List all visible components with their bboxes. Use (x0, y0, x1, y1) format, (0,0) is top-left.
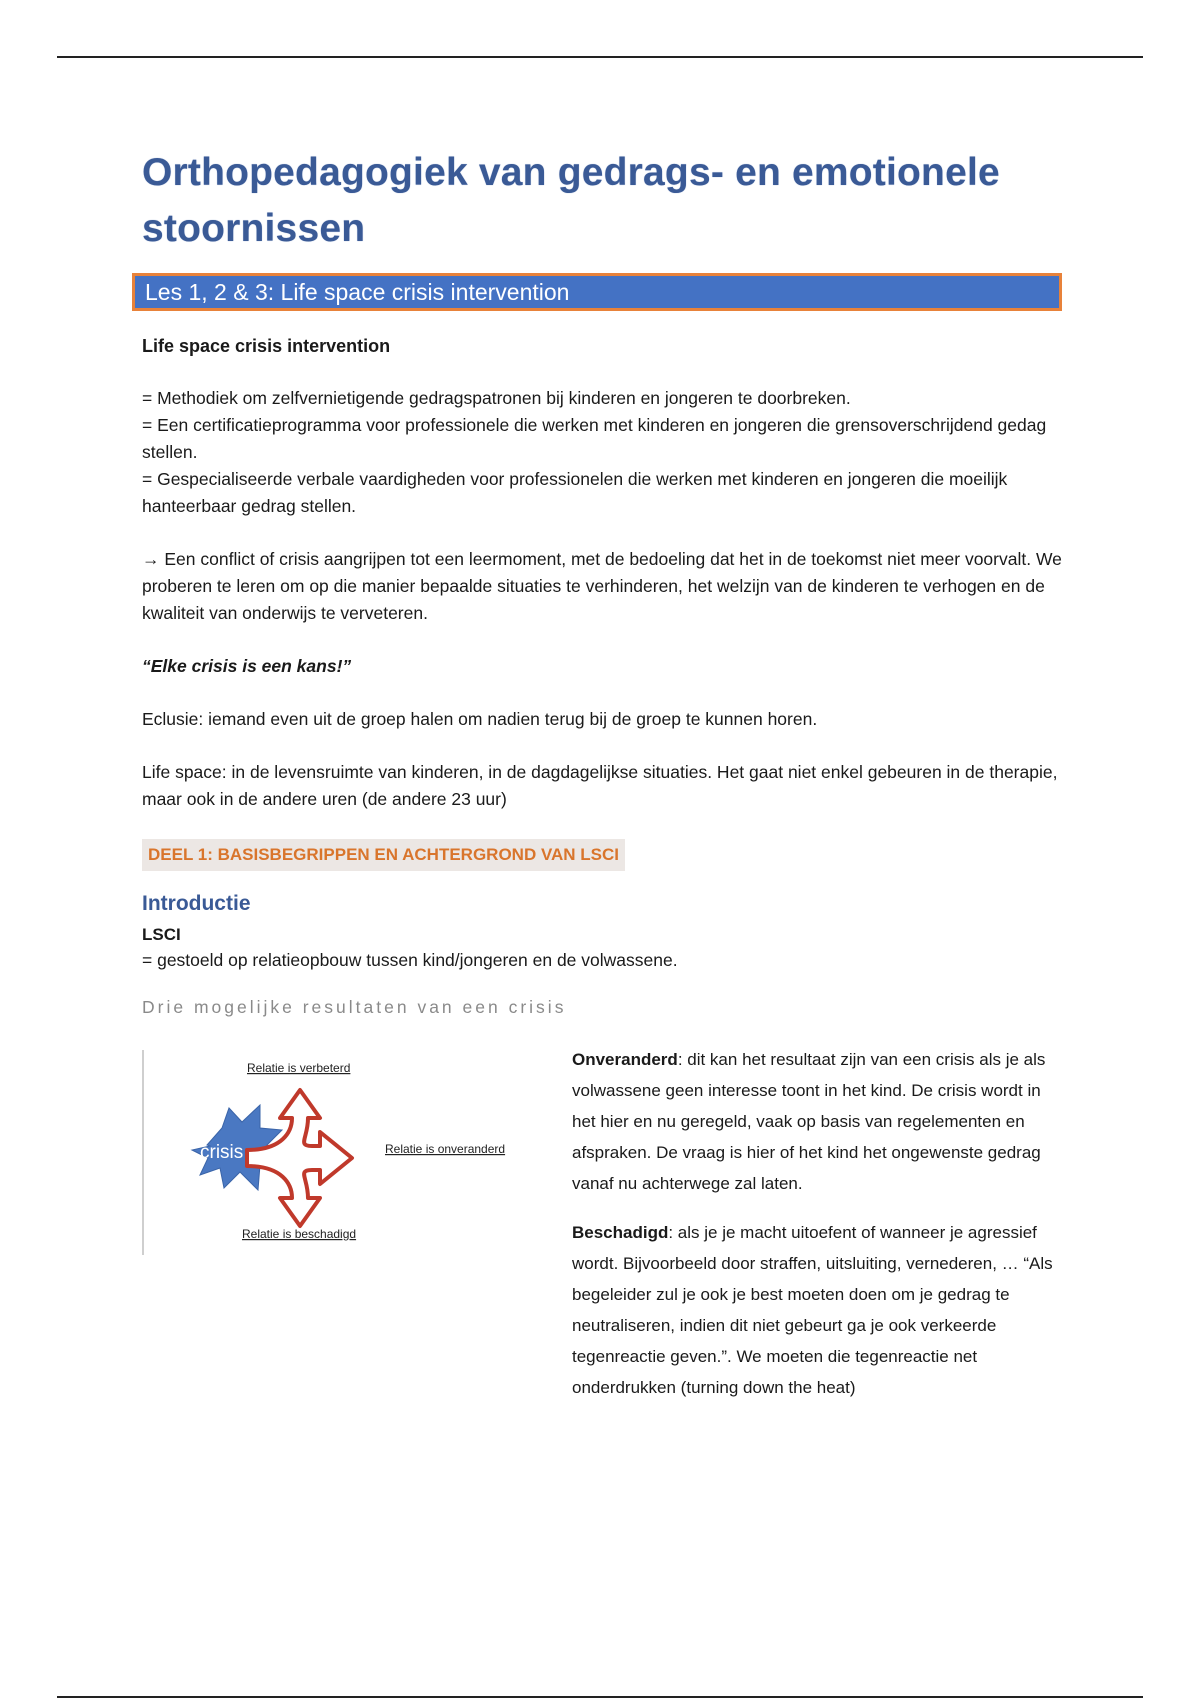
results-section (142, 1042, 1062, 1472)
beschadigd-term: Beschadigd (572, 1223, 669, 1242)
onveranderd-term: Onveranderd (572, 1050, 678, 1069)
document-title: Orthopedagogiek van gedrags- en emotionele stoornissen (142, 151, 1000, 250)
results-heading: Drie mogelijke resultaten van een crisis (142, 997, 567, 1017)
onveranderd-paragraph (572, 1044, 1062, 1199)
eclusie-paragraph: Eclusie: iemand even uit de groep halen om nadien terug bij de groep te kunnen horen. (142, 709, 818, 729)
label-verbeterd: Relatie is verbeterd (247, 1061, 351, 1075)
footer-rule (57, 1696, 1143, 1698)
beschadigd-text: : als je je macht uitoefent of wanneer je agressief wordt. Bijvoorbeeld door straffen, uitsluiting, vernederen, … “Als begeleider zul je ook je best moeten doen om je gedrag te neutraliseren, indien dit niet gebeurt ga je ook verkeerde tegenreactie geven.”. We moeten die tegenreactie net onderdrukken (turning down the heat) (572, 1223, 1053, 1397)
crisis-diagram (142, 1050, 532, 1260)
deel-heading: DEEL 1: BASISBEGRIPPEN EN ACHTERGROND VAN LSCI (142, 839, 625, 871)
lsci-label: LSCI (142, 925, 181, 944)
onveranderd-text: : dit kan het resultaat zijn van een crisis als je als volwassene geen interesse toont in het kind. De crisis wordt in het hier en nu geregeld, vaak op basis van regelementen en afspraken. De vraag is hier of het kind het ongewenste gedrag vanaf nu achterwege zal laten. (572, 1050, 1046, 1193)
quote: “Elke crisis is een kans!” (142, 656, 352, 676)
definition-1: = Methodiek om zelfvernietigende gedragspatronen bij kinderen en jongeren te doorbreken. (142, 388, 851, 408)
lesson-heading-bar: Les 1, 2 & 3: Life space crisis intervention (132, 273, 1062, 311)
life-space-paragraph: Life space: in de levensruimte van kinderen, in de dagdagelijkse situaties. Het gaat niet enkel gebeuren in de therapie, maar ook in de andere uren (de andere 23 uur) (142, 762, 1058, 809)
page-content (142, 145, 1062, 1472)
lsci-definition: = gestoeld op relatieopbouw tussen kind/jongeren en de volwassene. (142, 950, 678, 970)
definition-2: = Een certificatieprogramma voor professionele die werken met kinderen en jongeren die grensoverschrijdend gedag stellen. (142, 415, 1047, 462)
section-subheading: Life space crisis intervention (142, 336, 391, 356)
introductie-heading: Introductie (142, 892, 251, 915)
beschadigd-paragraph (572, 1217, 1062, 1403)
definition-3: = Gespecialiseerde verbale vaardigheden voor professionelen die werken met kinderen en jongeren die moeilijk hanteerbaar gedrag stellen. (142, 469, 1008, 516)
crisis-label: crisis (200, 1142, 244, 1163)
arrow-paragraph: → Een conflict of crisis aangrijpen tot een leermoment, met de bedoeling dat het in de toekomst niet meer voorvalt. We proberen te leren om op die manier bepaalde situaties te verhinderen, het welzijn van de kinderen te verhogen en de kwaliteit van onderwijs te verveteren. (142, 549, 1062, 623)
label-onveranderd: Relatie is onveranderd (385, 1142, 506, 1156)
results-text (572, 1044, 1062, 1421)
label-beschadigd: Relatie is beschadigd (242, 1227, 357, 1241)
header-rule (57, 56, 1143, 58)
three-way-arrow (247, 1090, 352, 1226)
